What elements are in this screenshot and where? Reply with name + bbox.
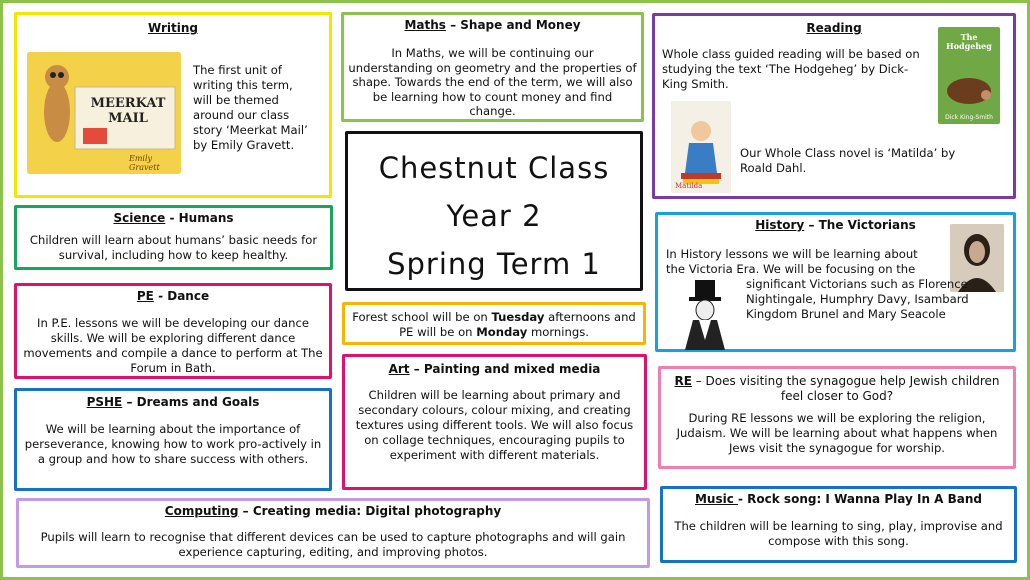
art-text: Children will be learning about primary and secondary colours, colour mixing, and creating textures using different tools. We will also focus on collage techniques, encouraging pupils to experiment with different materials. <box>355 388 634 462</box>
maths-panel <box>341 12 644 122</box>
re-text: During RE lessons we will be exploring the religion, Judaism. We will be learning about what happens when Jews visit the synagogue for worship. <box>676 411 998 455</box>
year-group: Year 2 <box>446 199 542 233</box>
maths-text: In Maths, we will be continuing our understanding on geometry and the properties of shape. Towards the end of the term, we will also be learning how to count money and find change. <box>348 46 637 118</box>
music-panel <box>660 486 1017 563</box>
hodgeheg-book-cover: The Hodgeheg Dick King-Smith <box>938 27 1000 124</box>
reading-text-2: Our Whole Class novel is ‘Matilda’ by Roald Dahl. <box>740 146 956 175</box>
history-text-line: significant Victorians such as Florence Nightingale, Humphry Davy, Isambard Kingdom Brunel and Mary Seacole <box>746 277 969 321</box>
music-title: Music - Rock song: I Wanna Play In A Band <box>694 492 982 506</box>
history-text-line: the Victoria Era. We will be focusing on the <box>666 262 916 276</box>
pe-text: In P.E. lessons we will be developing our dance skills. We will be exploring different dance movements and compile a dance to perform at The Forum in Bath. <box>23 316 323 375</box>
reading-text-1: Whole class guided reading will be based on studying the text ‘The Hodgeheg’ by Dick-King Smith. <box>662 47 920 91</box>
pshe-text: We will be learning about the importance of perseverance, knowing how to work pro-actively in a group and how to share success with others. <box>24 422 322 466</box>
art-panel <box>342 354 647 490</box>
reading-panel <box>652 13 1016 199</box>
class-name: Chestnut Class <box>378 151 610 185</box>
history-title: History – The Victorians <box>755 218 916 232</box>
reading-title: Reading <box>806 21 862 35</box>
art-title: Art – Painting and mixed media <box>388 362 601 376</box>
history-text-line: In History lessons we will be learning about <box>666 247 918 261</box>
forest-school-panel <box>342 302 646 345</box>
book-author: Emily Gravett <box>129 154 160 172</box>
maths-title: Maths – Shape and Money <box>404 18 581 32</box>
music-text: The children will be learning to sing, play, improvise and compose with this song. <box>674 519 1003 548</box>
pe-panel <box>14 283 332 379</box>
computing-title: Computing – Creating media: Digital photography <box>164 504 502 518</box>
matilda-book-cover: Matilda <box>671 101 731 193</box>
science-title: Science - Humans <box>113 211 234 225</box>
class-title-panel <box>345 131 643 291</box>
pshe-title: PSHE – Dreams and Goals <box>86 395 260 409</box>
computing-text: Pupils will learn to recognise that different devices can be used to capture photographs and will gain experience capturing, editing, and improving photos. <box>40 530 626 559</box>
writing-panel <box>14 12 332 198</box>
re-panel <box>658 366 1016 469</box>
re-title: RE – Does visiting the synagogue help Jewish children feel closer to God? <box>674 374 1000 403</box>
pe-title: PE - Dance <box>136 289 210 303</box>
meerkat-mail-book-cover <box>27 52 181 174</box>
science-text: Children will learn about humans’ basic needs for survival, including how to keep healthy. <box>29 233 318 262</box>
history-text <box>666 247 969 322</box>
writing-text: The first unit of writing this term, will be themed around our class story ‘Meerkat Mail’ by Emily Gravett. <box>193 63 308 152</box>
computing-panel <box>16 498 650 568</box>
term-name: Spring Term 1 <box>387 247 601 281</box>
book-title: MEERKAT MAIL <box>90 96 166 126</box>
writing-title: Writing <box>147 21 199 35</box>
pshe-panel <box>14 388 332 491</box>
history-panel <box>655 212 1016 352</box>
forest-school-text: Forest school will be on Tuesday afternoons and PE will be on Monday mornings. <box>352 310 636 339</box>
science-panel <box>14 205 333 270</box>
